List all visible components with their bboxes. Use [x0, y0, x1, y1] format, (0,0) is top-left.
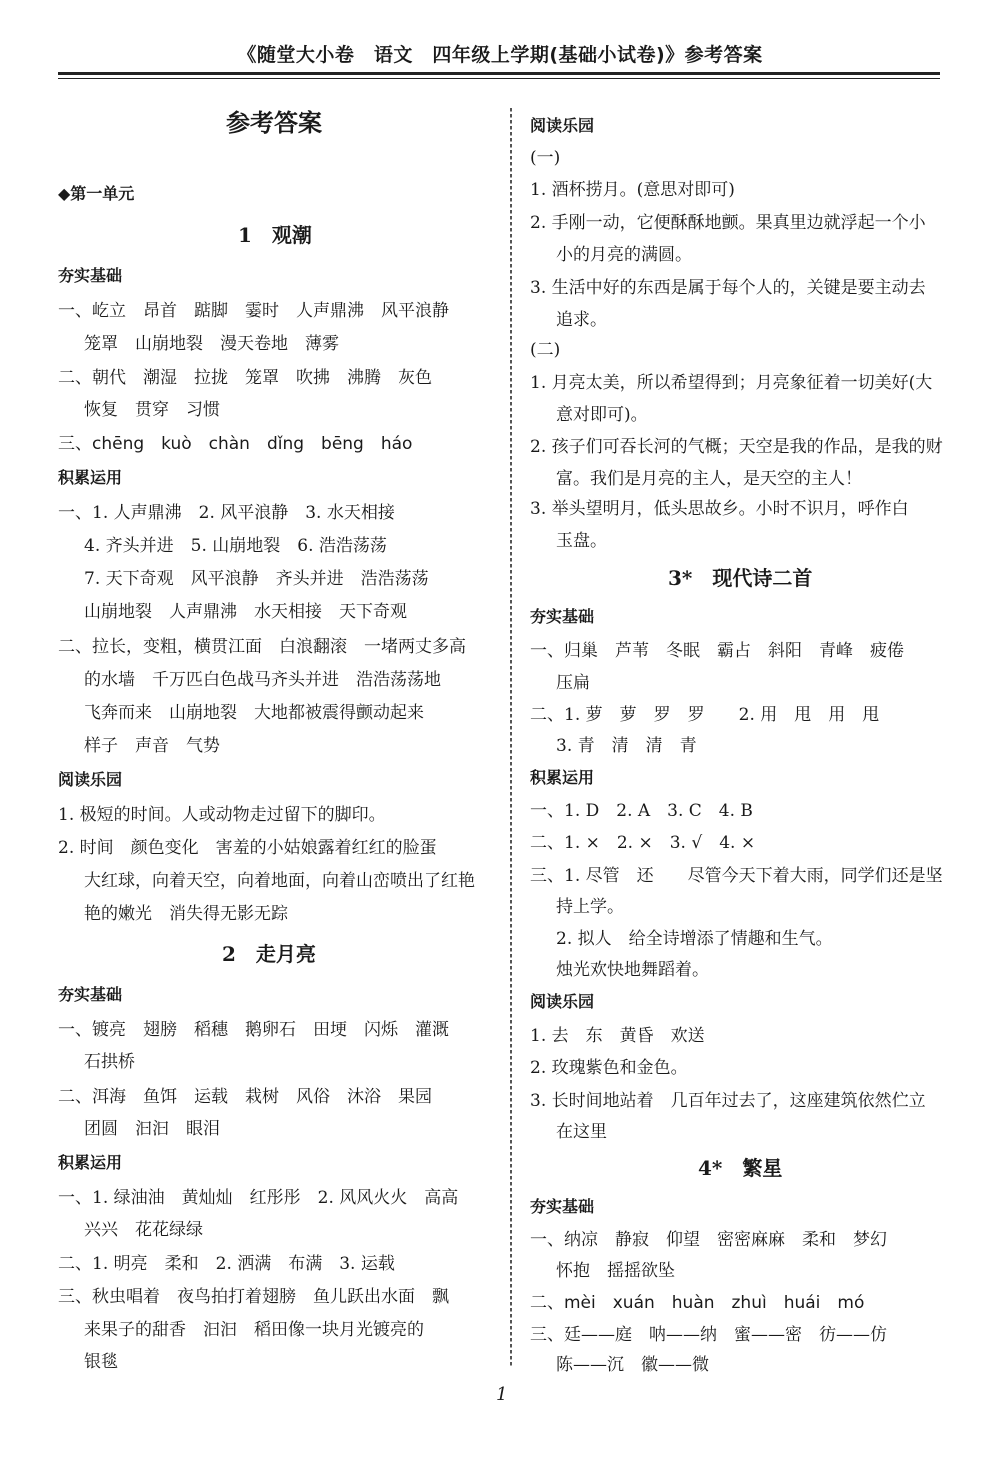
answer-line: 3. 生活中好的东西是属于每个人的，关键是要主动去 [530, 278, 926, 298]
passage-label: (一) [530, 148, 561, 168]
section-heading: 阅读乐园 [58, 770, 123, 789]
answer-line: 艳的嫩光 消失得无影无踪 [84, 904, 288, 924]
section-heading: 积累运用 [58, 1153, 123, 1172]
answer-line: 2. 拟人 给全诗增添了情趣和生气。 [556, 929, 833, 949]
answer-line: 1. 酒杯捞月。(意思对即可) [530, 180, 735, 200]
answer-line: 恢复 贯穿 习惯 [84, 400, 220, 420]
header-rule-thin [58, 78, 940, 79]
section-heading: 夯实基础 [58, 266, 123, 285]
answer-line: 持上学。 [556, 897, 624, 917]
answer-line: 一、1. 人声鼎沸 2. 风平浪静 3. 水天相接 [58, 503, 395, 523]
page-header: 《随堂大小卷 语文 四年级上学期(基础小试卷)》参考答案 [237, 44, 763, 66]
answer-line: 意对即可)。 [556, 405, 648, 425]
answer-line: 压扁 [556, 673, 590, 693]
answer-line: 1. 月亮太美，所以希望得到；月亮象征着一切美好(大 [530, 373, 933, 393]
answer-line: 一、归巢 芦苇 冬眠 霸占 斜阳 青峰 疲倦 [530, 641, 904, 661]
unit-heading: ◆第一单元 [58, 184, 135, 203]
column-divider [510, 108, 512, 1366]
section-heading: 夯实基础 [530, 607, 595, 626]
answer-line: 一、1. 绿油油 黄灿灿 红彤彤 2. 风风火火 高高 [58, 1188, 459, 1208]
lesson-2-title: 2 走月亮 [222, 942, 316, 966]
lesson-4-title: 4* 繁星 [698, 1156, 783, 1180]
answer-line: 一、纳凉 静寂 仰望 密密麻麻 柔和 梦幻 [530, 1230, 887, 1250]
section-heading: 夯实基础 [530, 1197, 595, 1216]
answer-line: 富。我们是月亮的主人，是天空的主人！ [556, 469, 862, 489]
answer-line: 2. 时间 颜色变化 害羞的小姑娘露着红红的脸蛋 [58, 838, 437, 858]
answer-line: 兴兴 花花绿绿 [84, 1220, 203, 1240]
answer-line: 小的月亮的满圆。 [556, 245, 692, 265]
answer-line: 银毯 [84, 1352, 118, 1372]
answer-line: 1. 去 东 黄昏 欢送 [530, 1026, 705, 1046]
answer-line: 二、1. × 2. × 3. √ 4. × [530, 833, 756, 853]
answer-line: 在这里 [556, 1122, 607, 1142]
answer-line: 怀抱 摇摇欲坠 [556, 1261, 675, 1281]
answer-line: 山崩地裂 人声鼎沸 水天相接 天下奇观 [84, 602, 407, 622]
answer-line: 二、1. 明亮 柔和 2. 洒满 布满 3. 运载 [58, 1254, 395, 1274]
answer-line: 陈——沉 徽——微 [556, 1355, 709, 1375]
answer-line: 3. 举头望明月，低头思故乡。小时不识月，呼作白 [530, 499, 909, 519]
section-heading: 阅读乐园 [530, 116, 595, 135]
answer-line: 3. 青 清 清 青 [556, 736, 697, 756]
answer-line: 1. 极短的时间。人或动物走过留下的脚印。 [58, 805, 386, 825]
answer-line: 二、拉长，变粗，横贯江面 白浪翻滚 一堵两丈多高 [58, 637, 466, 657]
section-heading: 阅读乐园 [530, 992, 595, 1011]
section-heading: 积累运用 [530, 768, 595, 787]
lesson-1-title: 1 观潮 [238, 223, 312, 247]
page-number: 1 [496, 1384, 508, 1405]
section-heading: 夯实基础 [58, 985, 123, 1004]
answer-line: 三、chēng kuò chàn dǐng bēng háo [58, 434, 413, 454]
answer-line: 二、mèi xuán huàn zhuì huái mó [530, 1293, 865, 1313]
answer-line: 三、廷——庭 呐——纳 蜜——密 彷——仿 [530, 1325, 887, 1345]
answer-line: 4. 齐头并进 5. 山崩地裂 6. 浩浩荡荡 [84, 536, 387, 556]
lesson-3-title: 3* 现代诗二首 [668, 566, 813, 590]
answer-line: 3. 长时间地站着 几百年过去了，这座建筑依然伫立 [530, 1091, 926, 1111]
answer-line: 飞奔而来 山崩地裂 大地都被震得颤动起来 [84, 703, 424, 723]
answer-line: 一、镀亮 翅膀 稻穗 鹅卵石 田埂 闪烁 灌溉 [58, 1020, 449, 1040]
answer-line: 烛光欢快地舞蹈着。 [556, 960, 709, 980]
answer-line: 7. 天下奇观 风平浪静 齐头并进 浩浩荡荡 [84, 569, 429, 589]
answer-line: 笼罩 山崩地裂 漫天卷地 薄雾 [84, 334, 339, 354]
answer-line: 样子 声音 气势 [84, 736, 220, 756]
header-rule-thick [58, 72, 940, 75]
answer-line: 团圆 汩汩 眼泪 [84, 1119, 220, 1139]
answer-line: 二、洱海 鱼饵 运载 栽树 风俗 沐浴 果园 [58, 1087, 432, 1107]
answer-line: 追求。 [556, 310, 607, 330]
answer-line: 2. 孩子们可吞长河的气概；天空是我的作品，是我的财 [530, 437, 943, 457]
answer-line: 二、朝代 潮湿 拉拢 笼罩 吹拂 沸腾 灰色 [58, 368, 432, 388]
main-title: 参考答案 [226, 108, 322, 137]
section-heading: 积累运用 [58, 468, 123, 487]
answer-line: 一、1. D 2. A 3. C 4. B [530, 801, 753, 821]
answer-line: 玉盘。 [556, 531, 607, 551]
answer-line: 的水墙 千万匹白色战马齐头并进 浩浩荡荡地 [84, 670, 441, 690]
answer-line: 石拱桥 [84, 1052, 135, 1072]
answer-line: 三、秋虫唱着 夜鸟拍打着翅膀 鱼儿跃出水面 飘 [58, 1287, 449, 1307]
answer-line: 一、屹立 昂首 踮脚 霎时 人声鼎沸 风平浪静 [58, 301, 449, 321]
answer-line: 三、1. 尽管 还 尽管今天下着大雨，同学们还是坚 [530, 866, 943, 886]
answer-line: 大红球，向着天空，向着地面，向着山峦喷出了红艳 [84, 871, 475, 891]
answer-line: 来果子的甜香 汩汩 稻田像一块月光镀亮的 [84, 1320, 424, 1340]
answer-line: 二、1. 萝 萝 罗 罗 2. 用 甩 用 甩 [530, 705, 880, 725]
answer-line: 2. 手刚一动，它便酥酥地颤。果真里边就浮起一个小 [530, 213, 926, 233]
answer-line: 2. 玫瑰紫色和金色。 [530, 1058, 688, 1078]
passage-label: (二) [530, 340, 561, 360]
